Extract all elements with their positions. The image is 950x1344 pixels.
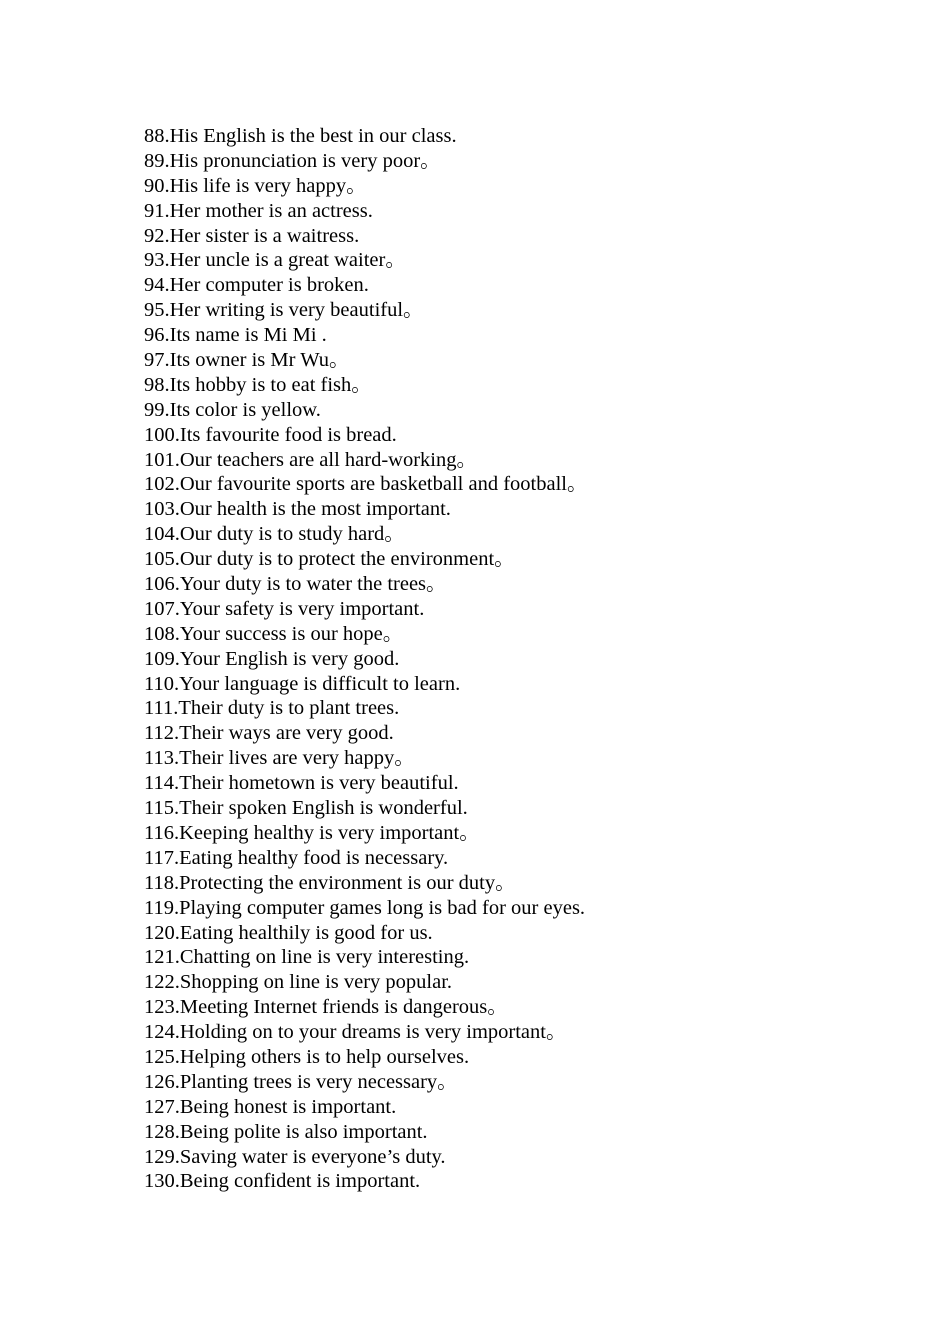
sentence-line: 90.His life is very happy。 (144, 174, 367, 197)
sentence-line: 126.Planting trees is very necessary。 (144, 1070, 458, 1093)
sentence-line: 114.Their hometown is very beautiful. (144, 772, 459, 795)
sentence-line: 107.Your safety is very important. (144, 597, 425, 620)
sentence-line: 112.Their ways are very good. (144, 722, 394, 745)
sentence-line: 105.Our duty is to protect the environment。 (144, 548, 515, 571)
sentence-line: 115.Their spoken English is wonderful. (144, 797, 468, 820)
sentence-line: 111.Their duty is to plant trees. (144, 697, 400, 720)
sentence-line: 122.Shopping on line is very popular. (144, 971, 453, 994)
sentence-line: 120.Eating healthily is good for us. (144, 921, 433, 944)
sentence-line: 121.Chatting on line is very interesting. (144, 946, 470, 969)
sentence-line: 95.Her writing is very beautiful。 (144, 299, 424, 322)
sentence-line: 123.Meeting Internet friends is dangerous。 (144, 996, 508, 1019)
sentence-line: 127.Being honest is important. (144, 1095, 397, 1118)
sentence-list (144, 124, 844, 1194)
sentence-line: 93.Her uncle is a great waiter。 (144, 249, 406, 272)
sentence-line: 118.Protecting the environment is our duty。 (144, 871, 516, 894)
sentence-line: 110.Your language is difficult to learn. (144, 672, 461, 695)
sentence-line: 116.Keeping healthy is very important。 (144, 821, 480, 844)
sentence-line: 99.Its color is yellow. (144, 398, 321, 421)
sentence-line: 125.Helping others is to help ourselves. (144, 1045, 470, 1068)
sentence-line: 92.Her sister is a waitress. (144, 224, 360, 247)
sentence-line: 102.Our favourite sports are basketball and football。 (144, 473, 588, 496)
sentence-line: 119.Playing computer games long is bad for our eyes. (144, 896, 586, 919)
sentence-line: 96.Its name is Mi Mi . (144, 324, 327, 347)
sentence-line: 91.Her mother is an actress. (144, 199, 373, 222)
sentence-line: 130.Being confident is important. (144, 1170, 421, 1193)
sentence-line: 88.His English is the best in our class. (144, 125, 457, 147)
sentence-line: 128.Being polite is also important. (144, 1120, 428, 1143)
sentence-line: 108.Your success is our hope。 (144, 622, 404, 645)
sentence-line: 106.Your duty is to water the trees。 (144, 573, 447, 596)
sentence-line: 117.Eating healthy food is necessary. (144, 846, 449, 869)
sentence-line: 97.Its owner is Mr Wu。 (144, 349, 350, 372)
sentence-line: 89.His pronunciation is very poor。 (144, 149, 441, 172)
sentence-line: 94.Her computer is broken. (144, 274, 369, 297)
sentence-line: 124.Holding on to your dreams is very important。 (144, 1021, 567, 1044)
sentence-line: 129.Saving water is everyone’s duty. (144, 1145, 446, 1168)
sentence-line: 103.Our health is the most important. (144, 498, 451, 521)
sentence-line: 109.Your English is very good. (144, 647, 400, 670)
sentence-line: 98.Its hobby is to eat fish。 (144, 373, 372, 396)
sentence-line: 101.Our teachers are all hard-working。 (144, 448, 477, 471)
sentence-line: 113.Their lives are very happy。 (144, 747, 415, 770)
sentence-line: 100.Its favourite food is bread. (144, 423, 397, 446)
sentence-line: 104.Our duty is to study hard。 (144, 523, 405, 546)
